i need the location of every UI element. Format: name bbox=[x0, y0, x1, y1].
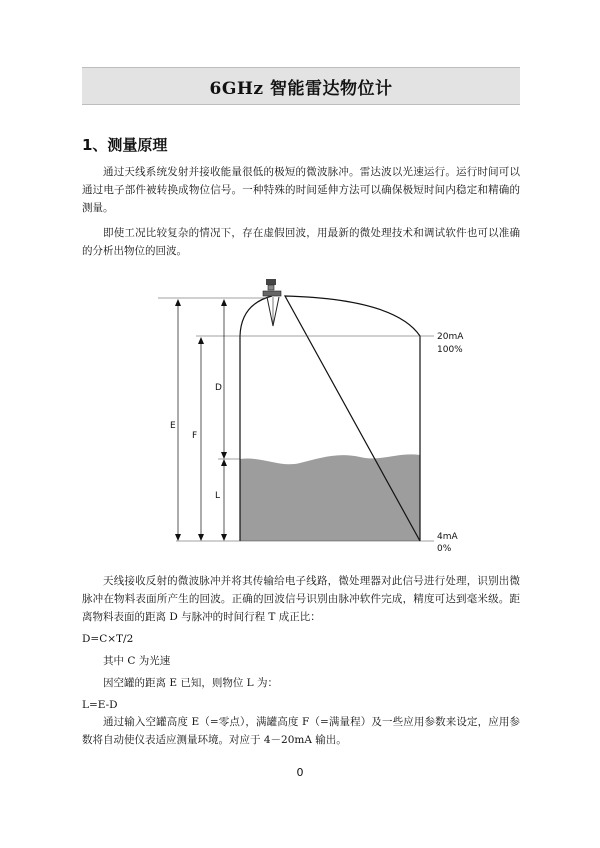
paragraph-settings: 通过输入空罐高度 E（=零点），满罐高度 F（=满量程）及一些应用参数来设定，应用参数将自动使仪表适应测量环境。对应于 4－20mA 输出。 bbox=[82, 716, 520, 746]
radar-sensor-icon bbox=[263, 279, 281, 326]
label-f: F bbox=[192, 431, 198, 441]
text-light-speed: 其中 C 为光速 bbox=[103, 655, 171, 667]
paragraph-echo-processing: 天线接收反射的微波脉冲并将其传输给电子线路，微处理器对此信号进行处理，识别出微脉冲在物料表面所产生的回波。正确的回波信号识别由脉冲软件完成，精度可达到毫米级。距离物料表面的距离 D 与脉冲的时间行程 T 成正比： bbox=[82, 575, 520, 623]
label-4ma: 4mA bbox=[437, 532, 458, 542]
label-e: E bbox=[170, 421, 176, 431]
material-fill bbox=[240, 454, 420, 541]
label-0-percent: 0% bbox=[437, 544, 452, 554]
equation-distance: D=C×T/2 bbox=[82, 633, 134, 645]
page-number: 0 bbox=[296, 766, 304, 779]
page-title: 6GHz 智能雷达物位计 bbox=[209, 78, 393, 99]
section-heading: 1、测量原理 bbox=[82, 136, 168, 154]
label-d: D bbox=[215, 383, 222, 393]
label-l: L bbox=[215, 491, 221, 501]
paragraph-principle: 通过天线系统发射并接收能量很低的极短的微波脉冲。雷达波以光速运行。运行时间可以通过电子部件被转换成物位信号。一种特殊的时间延伸方法可以确保极短时间内稳定和精确的测量。 bbox=[82, 166, 520, 214]
paragraph-false-echo: 即使工况比较复杂的情况下，存在虚假回波，用最新的微处理技术和调试软件也可以准确的分析出物位的回波。 bbox=[82, 227, 520, 257]
text-level-intro: 因空罐的距离 E 已知，则物位 L 为： bbox=[103, 677, 278, 689]
label-20ma: 20mA bbox=[437, 332, 464, 342]
label-100-percent: 100% bbox=[437, 345, 463, 355]
equation-level: L=E-D bbox=[82, 699, 118, 711]
